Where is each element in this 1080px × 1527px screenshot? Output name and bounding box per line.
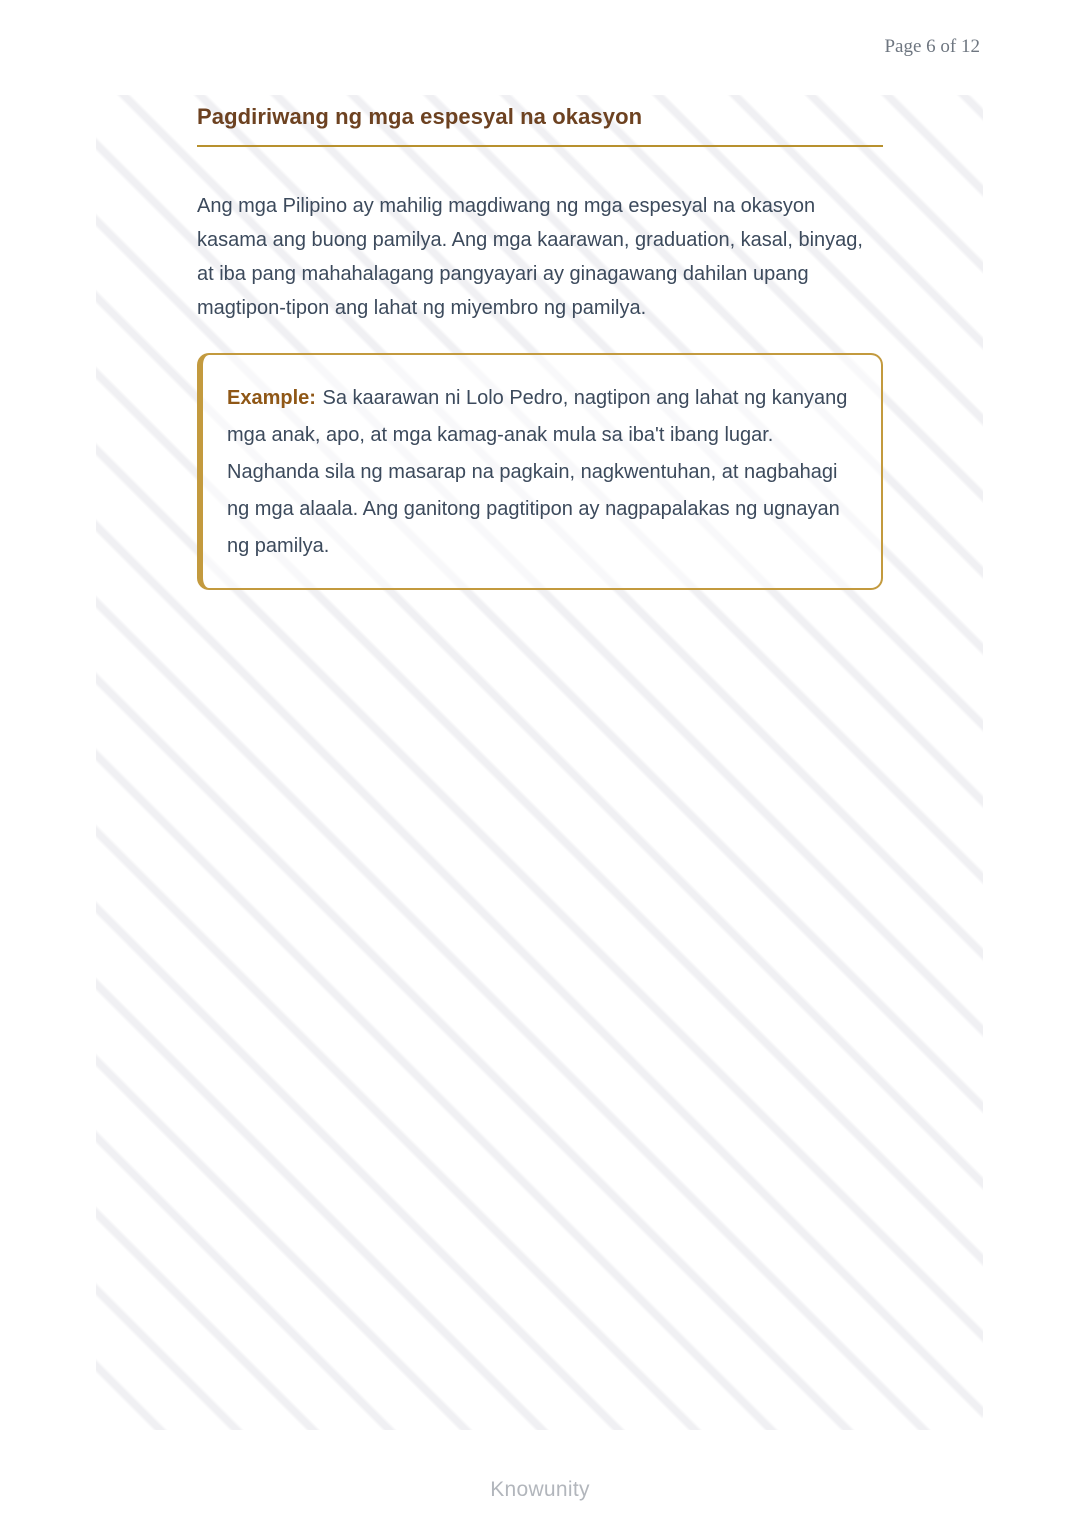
page-number-indicator: Page 6 of 12 xyxy=(884,36,980,57)
example-text xyxy=(227,380,855,565)
example-body: Sa kaarawan ni Lolo Pedro, nagtipon ang lahat ng kanyang mga anak, apo, at mga kamag-anak mula sa iba't ibang lugar. Naghanda sila ng masarap na pagkain, nagkwentuhan, at nagbahagi ng mga alaala. Ang ganitong pagtitipon ay nagpapalakas ng ugnayan ng pamilya. xyxy=(227,387,848,557)
brand-footer: Knowunity xyxy=(490,1478,590,1501)
section-heading: Pagdiriwang ng mga espesyal na okasyon xyxy=(197,104,643,129)
example-label: Example: xyxy=(227,387,316,409)
heading-rule xyxy=(197,145,883,147)
section-paragraph: Ang mga Pilipino ay mahilig magdiwang ng mga espesyal na okasyon kasama ang buong pamilya. Ang mga kaarawan, graduation, kasal, binyag, at iba pang mahahalagang pangyayari ay ginagawang dahilan upang magtipon-tipon ang lahat ng miyembro ng pamilya. xyxy=(197,195,863,319)
notes-panel xyxy=(96,95,983,1430)
example-callout-box xyxy=(197,353,883,590)
